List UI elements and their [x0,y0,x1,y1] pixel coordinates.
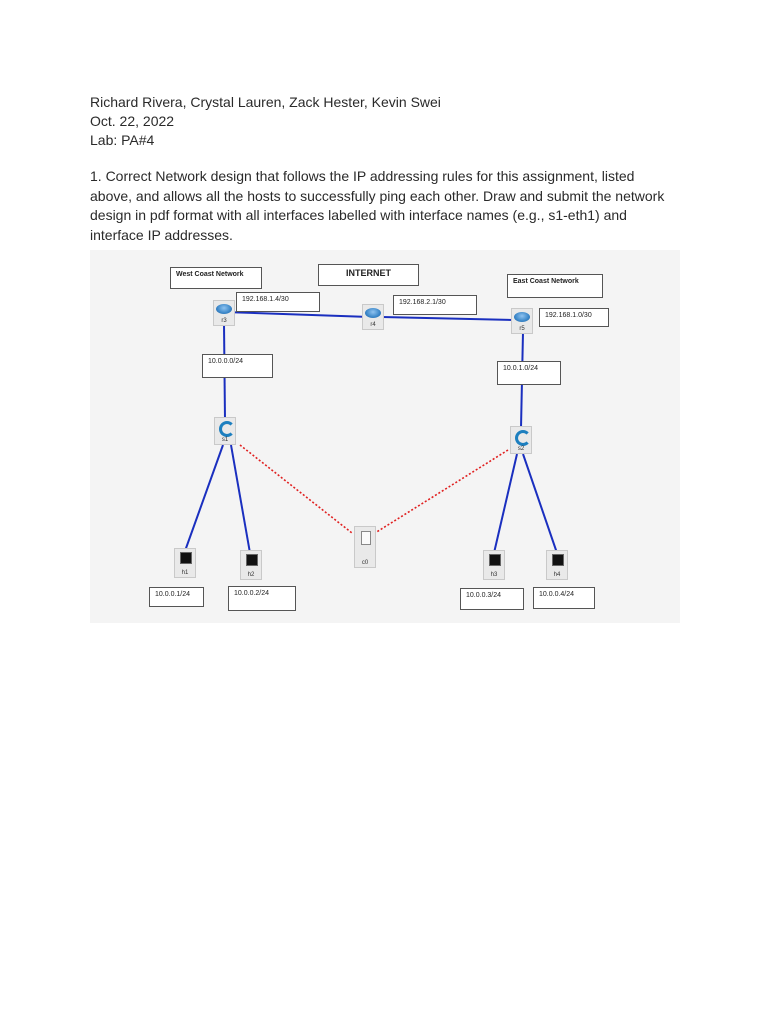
device-label: r5 [519,326,525,332]
switch-s1 [214,417,236,445]
r4-r5-address: 192.168.2.1/30 [393,295,477,315]
host-h4 [546,550,568,580]
router-icon [216,304,232,314]
device-label: h1 [181,570,189,576]
host-icon [246,554,258,566]
link-s2-h3 [494,454,517,553]
h2-ip-label: 10.0.0.2/24 [228,586,296,611]
device-label: r4 [370,322,376,328]
date-line: Oct. 22, 2022 [90,113,175,129]
r5-address: 192.168.1.0/30 [539,308,609,327]
host-h3 [483,550,505,580]
router-r4 [362,304,384,330]
authors-line: Richard Rivera, Crystal Lauren, Zack Hester, Kevin Swei [90,94,441,110]
device-label: r3 [221,318,227,324]
router-icon [365,308,381,318]
east-subnet-label: 10.0.1.0/24 [497,361,561,385]
host-h1 [174,548,196,578]
link-r4-r5 [382,317,513,320]
host-icon [552,554,564,566]
router-r3 [213,300,235,326]
link-s1-h2 [231,445,250,553]
west-coast-label: West Coast Network [170,267,262,289]
question-text: 1. Correct Network design that follows the IP addressing rules for this assignment, listed above, and allows all the hosts to successfully ping each other. Draw and submit the network design in pdf format with all interfaces labelled with interface names (e.g., s1-eth1) and interface IP addresses. [90,168,665,243]
device-label: c0 [361,560,369,566]
host-icon [489,554,501,566]
lab-line: Lab: PA#4 [90,132,155,148]
device-label: h4 [553,572,561,578]
east-coast-label: East Coast Network [507,274,603,298]
switch-icon [219,421,235,437]
control-link-s2-c0 [375,450,508,533]
controller-icon [361,531,371,545]
network-diagram [90,250,680,623]
h3-ip-label: 10.0.0.3/24 [460,588,524,610]
switch-s2 [510,426,532,454]
device-label: s2 [517,446,525,452]
device-label: s1 [221,437,229,443]
controller-c0 [354,526,376,568]
router-r5 [511,308,533,334]
router-icon [514,312,530,322]
h4-ip-label: 10.0.0.4/24 [533,587,595,609]
device-label: h2 [247,572,255,578]
control-link-s1-c0 [240,445,352,533]
link-s1-h1 [185,445,223,551]
host-icon [180,552,192,564]
west-subnet-label: 10.0.0.0/24 [202,354,273,378]
internet-label: INTERNET [318,264,419,286]
h1-ip-label: 10.0.0.1/24 [149,587,204,607]
r3-r4-address: 192.168.1.4/30 [236,292,320,312]
link-r3-r4 [224,312,370,317]
link-s2-h4 [523,454,557,553]
switch-icon [515,430,531,446]
device-label: h3 [490,572,498,578]
host-h2 [240,550,262,580]
